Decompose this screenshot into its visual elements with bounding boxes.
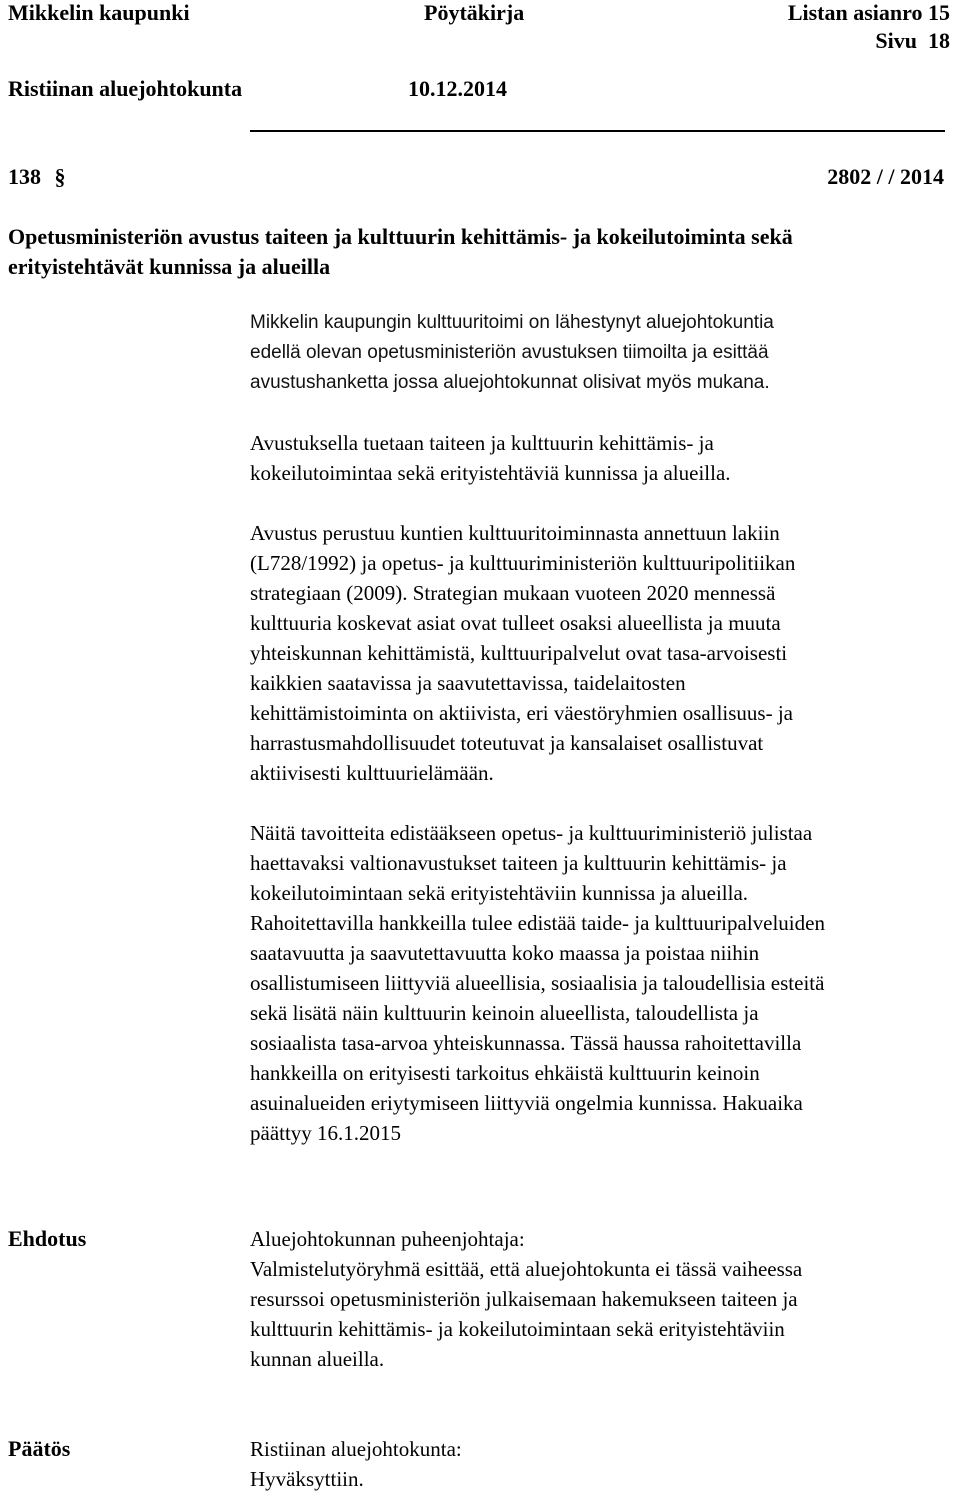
body-line: sekä lisätä näin kulttuurin keinoin alueellista, taloudellista ja	[250, 1001, 759, 1025]
body-line: hankkeilla on erityisesti tarkoitus ehkäistä kulttuurin keinoin	[250, 1061, 760, 1085]
body-line: (L728/1992) ja opetus- ja kulttuuriministeriön kulttuuripolitiikan	[250, 551, 796, 575]
header-date: 10.12.2014	[408, 76, 507, 101]
decision-line: Ristiinan aluejohtokunta:	[250, 1437, 462, 1461]
header-page-number: Sivu 18	[875, 28, 950, 53]
decision-label: Päätös	[8, 1436, 71, 1461]
proposal-line: kunnan alueilla.	[250, 1347, 385, 1371]
body-line: kaikkien saatavissa ja saavutettavissa, taidelaitosten	[250, 671, 686, 695]
decision-line: Hyväksyttiin.	[250, 1467, 364, 1491]
section-symbol: §	[54, 164, 66, 189]
body-line: harrastusmahdollisuudet toteutuvat ja kansalaiset osallistuvat	[250, 731, 764, 755]
proposal-line: kulttuurin kehittämis- ja kokeilutoimintaan sekä erityistehtäviin	[250, 1317, 785, 1341]
intro-line: edellä olevan opetusministeriön avustuksen tiimoilta ja esittää	[250, 342, 769, 363]
section-title-line-1: Opetusministeriön avustus taiteen ja kulttuurin kehittämis- ja kokeilutoiminta sekä	[8, 224, 793, 249]
body-line: saatavuutta ja saavutettavuutta koko maassa ja poistaa niihin	[250, 941, 760, 965]
proposal-line: Aluejohtokunnan puheenjohtaja:	[250, 1227, 525, 1251]
section-number	[8, 162, 66, 192]
header-list-item: Listan asianro 15	[787, 0, 950, 25]
body-line: strategiaan (2009). Strategian mukaan vuoteen 2020 mennessä	[250, 581, 776, 605]
body-line: kokeilutoimintaa sekä erityistehtäviä kunnissa ja alueilla.	[250, 461, 731, 485]
body-line: kehittämistoiminta on aktiivista, eri väestöryhmien osallisuus- ja	[250, 701, 793, 725]
body-line: yhteiskunnan kehittämistä, kulttuuripalvelut ovat tasa-arvoisesti	[250, 641, 788, 665]
body-line: Rahoitettavilla hankkeilla tulee edistää taide- ja kulttuuripalveluiden	[250, 911, 825, 935]
body-line: osallistumiseen liittyviä alueellisia, sosiaalisia ja taloudellisia esteitä	[250, 971, 825, 995]
body-paragraph-1	[250, 428, 940, 488]
body-line: kokeilutoimintaan sekä erityistehtäviin kunnissa ja alueilla.	[250, 881, 749, 905]
body-line: Avustus perustuu kuntien kulttuuritoiminnasta annettuun lakiin	[250, 521, 780, 545]
body-line: Näitä tavoitteita edistääkseen opetus- ja kulttuuriministeriö julistaa	[250, 821, 813, 845]
decision-text	[250, 1434, 940, 1494]
intro-paragraph	[250, 308, 940, 398]
section-title-line-2: erityistehtävät kunnissa ja alueilla	[8, 254, 331, 279]
intro-line: avustushanketta jossa aluejohtokunnat olisivat myös mukana.	[250, 372, 770, 393]
header-org: Mikkelin kaupunki	[8, 0, 190, 25]
header-rule	[250, 130, 945, 132]
proposal-line: resurssoi opetusministeriön julkaisemaan hakemukseen taiteen ja	[250, 1287, 798, 1311]
section-number-value: 138	[8, 164, 41, 189]
body-line: aktiivisesti kulttuurielämään.	[250, 761, 494, 785]
header-committee: Ristiinan aluejohtokunta	[8, 76, 243, 101]
proposal-label: Ehdotus	[8, 1226, 87, 1251]
body-line: kulttuuria koskevat asiat ovat tulleet osaksi alueellista ja muuta	[250, 611, 781, 635]
proposal-line: Valmistelutyöryhmä esittää, että aluejohtokunta ei tässä vaiheessa	[250, 1257, 803, 1281]
section-ref: 2802 / / 2014	[827, 164, 944, 189]
body-line: asuinalueiden eriytymiseen liittyviä ongelmia kunnissa. Hakuaika	[250, 1091, 803, 1115]
proposal-text	[250, 1224, 940, 1374]
body-paragraph-2	[250, 518, 940, 788]
header-doc-type: Pöytäkirja	[424, 0, 525, 25]
body-line: sosiaalista tasa-arvoa yhteiskunnassa. Tässä haussa rahoitettavilla	[250, 1031, 802, 1055]
intro-line: Mikkelin kaupungin kulttuuritoimi on lähestynyt aluejohtokuntia	[250, 312, 774, 333]
body-paragraph-3	[250, 818, 940, 1148]
body-line: päättyy 16.1.2015	[250, 1121, 402, 1145]
body-line: Avustuksella tuetaan taiteen ja kulttuurin kehittämis- ja	[250, 431, 714, 455]
body-line: haettavaksi valtionavustukset taiteen ja kulttuurin kehittämis- ja	[250, 851, 787, 875]
